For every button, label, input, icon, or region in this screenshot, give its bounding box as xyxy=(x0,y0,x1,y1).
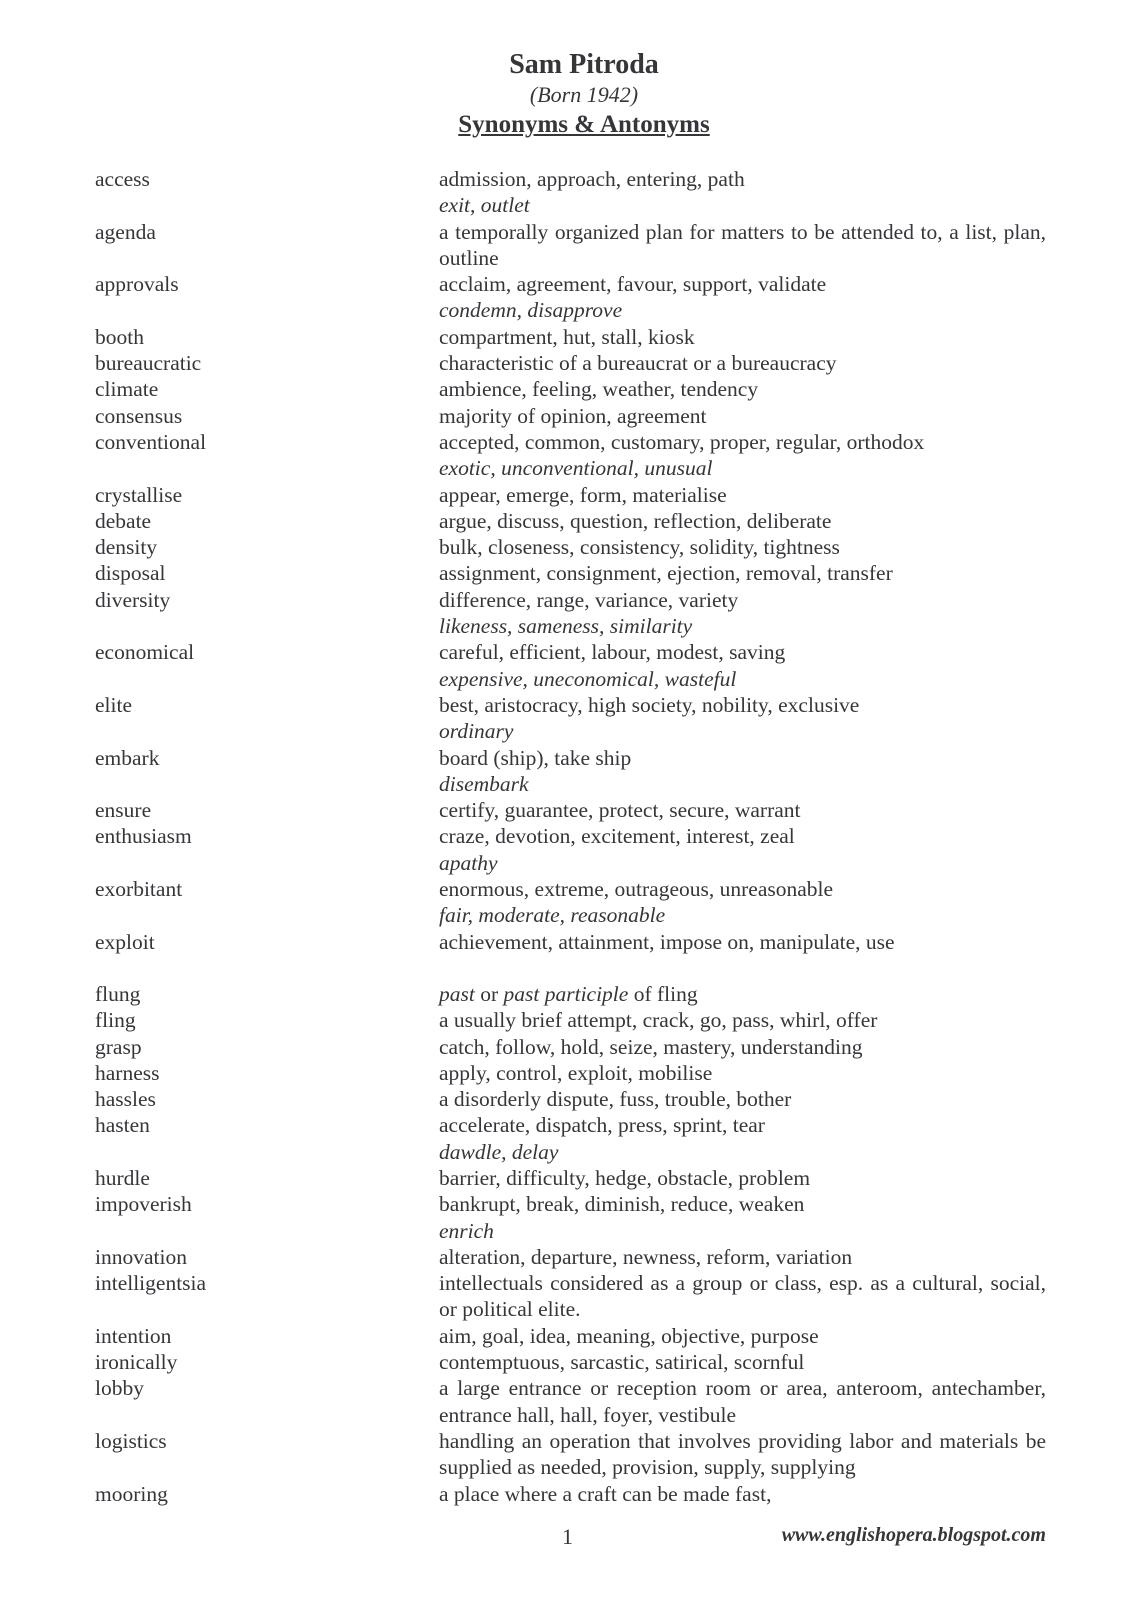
page-subtitle: (Born 1942) xyxy=(529,82,639,107)
synonyms: enormous, extreme, outrageous, unreasonable xyxy=(439,877,834,902)
vocab-definition xyxy=(439,1112,1046,1165)
antonyms: likeness, sameness, similarity xyxy=(439,614,693,639)
vocab-definition xyxy=(439,429,1046,482)
vocab-word: intelligentsia xyxy=(95,1271,207,1296)
vocab-entry xyxy=(95,350,1046,376)
page-title: Sam Pitroda xyxy=(509,49,659,80)
site-url: www.englishopera.blogspot.com xyxy=(781,1524,1046,1546)
vocab-definition xyxy=(439,1060,1046,1086)
antonyms: condemn, disapprove xyxy=(439,298,623,323)
vocab-definition xyxy=(439,1270,1046,1323)
vocab-definition xyxy=(439,981,1046,1007)
vocab-word: consensus xyxy=(95,403,183,428)
antonyms: disembark xyxy=(439,771,529,796)
vocab-word: debate xyxy=(95,508,152,533)
vocab-definition xyxy=(439,271,1046,324)
antonyms: dawdle, delay xyxy=(439,1139,559,1164)
vocab-definition xyxy=(439,692,1046,745)
vocab-entry xyxy=(95,376,1046,402)
vocab-entry xyxy=(95,403,1046,429)
vocab-word: bureaucratic xyxy=(95,351,202,376)
vocab-definition xyxy=(439,587,1046,640)
vocab-word: hassles xyxy=(95,1087,156,1112)
vocab-word: exploit xyxy=(95,929,155,954)
vocab-word: fling xyxy=(95,1008,136,1033)
vocab-definition xyxy=(439,823,1046,876)
vocab-word: climate xyxy=(95,377,159,402)
vocab-word: hasten xyxy=(95,1113,150,1138)
synonyms: difference, range, variance, variety xyxy=(439,587,739,612)
vocab-word: harness xyxy=(95,1060,160,1085)
vocab-definition xyxy=(439,482,1046,508)
vocab-entry xyxy=(95,587,1046,640)
synonyms: achievement, attainment, impose on, manipulate, use xyxy=(439,929,895,954)
synonyms xyxy=(439,981,1046,1007)
synonyms: acclaim, agreement, favour, support, validate xyxy=(439,272,827,297)
vocab-word: economical xyxy=(95,640,195,665)
synonyms: majority of opinion, agreement xyxy=(439,403,707,428)
vocab-definition xyxy=(439,324,1046,350)
vocab-definition xyxy=(439,797,1046,823)
antonyms: apathy xyxy=(439,850,498,875)
vocab-definition xyxy=(439,745,1046,798)
vocab-entry xyxy=(95,1428,1046,1481)
vocab-definition xyxy=(439,508,1046,534)
vocab-entry xyxy=(95,560,1046,586)
vocab-word: approvals xyxy=(95,272,179,297)
vocab-word: ensure xyxy=(95,798,152,823)
vocab-word: agenda xyxy=(95,219,156,244)
vocab-entry xyxy=(95,1481,1046,1507)
section-heading: Synonyms & Antonyms xyxy=(458,111,710,138)
vocab-word: innovation xyxy=(95,1244,187,1269)
vocab-definition xyxy=(439,1007,1046,1033)
vocab-entry xyxy=(95,482,1046,508)
synonyms: barrier, difficulty, hedge, obstacle, problem xyxy=(439,1165,811,1190)
synonyms: catch, follow, hold, seize, mastery, understanding xyxy=(439,1034,863,1059)
vocab-entry xyxy=(95,1112,1046,1165)
vocab-definition xyxy=(439,350,1046,376)
vocab-definition xyxy=(439,1481,1046,1507)
vocab-definition xyxy=(439,1349,1046,1375)
vocab-word: diversity xyxy=(95,587,171,612)
vocab-definition xyxy=(439,876,1046,929)
synonyms: compartment, hut, stall, kiosk xyxy=(439,324,695,349)
page-number: 1 xyxy=(562,1524,573,1549)
synonyms: contemptuous, sarcastic, satirical, scornful xyxy=(439,1350,805,1375)
vocab-word: ironically xyxy=(95,1350,178,1375)
synonyms: certify, guarantee, protect, secure, warrant xyxy=(439,798,801,823)
vocab-entry xyxy=(95,1060,1046,1086)
vocab-word: conventional xyxy=(95,429,207,454)
vocab-definition xyxy=(439,1086,1046,1112)
vocab-entry xyxy=(95,508,1046,534)
synonyms: intellectuals considered as a group or class, esp. as a cultural, social, or political elite. xyxy=(439,1271,1046,1322)
synonyms: ambience, feeling, weather, tendency xyxy=(439,377,759,402)
antonyms: expensive, uneconomical, wasteful xyxy=(439,666,737,691)
synonyms: a temporally organized plan for matters to be attended to, a list, plan, outline xyxy=(439,219,1046,270)
vocab-entry xyxy=(95,1191,1046,1244)
vocabulary-list xyxy=(95,166,1046,1507)
synonyms: appear, emerge, form, materialise xyxy=(439,482,727,507)
blank-line xyxy=(95,955,1046,981)
vocab-entry xyxy=(95,324,1046,350)
synonyms: characteristic of a bureaucrat or a bureaucracy xyxy=(439,351,837,376)
vocab-definition xyxy=(439,1034,1046,1060)
vocab-word: exorbitant xyxy=(95,877,183,902)
antonyms: exit, outlet xyxy=(439,193,530,218)
vocab-definition xyxy=(439,166,1046,219)
vocab-entry xyxy=(95,219,1046,272)
vocab-word: mooring xyxy=(95,1481,168,1506)
vocab-definition xyxy=(439,534,1046,560)
vocab-entry xyxy=(95,1034,1046,1060)
vocab-entry xyxy=(95,1349,1046,1375)
page-footer xyxy=(0,1524,1131,1554)
synonyms: aim, goal, idea, meaning, objective, purpose xyxy=(439,1323,819,1348)
vocab-definition xyxy=(439,1191,1046,1244)
vocab-word: density xyxy=(95,535,158,560)
connector-text: or xyxy=(474,981,504,1006)
vocab-entry xyxy=(95,1270,1046,1323)
antonyms: fair, moderate, reasonable xyxy=(439,903,666,928)
vocab-word: enthusiasm xyxy=(95,824,192,849)
vocab-entry xyxy=(95,929,1046,955)
vocab-word: hurdle xyxy=(95,1165,150,1190)
vocab-definition xyxy=(439,929,1046,955)
vocab-entry xyxy=(95,429,1046,482)
vocab-word: access xyxy=(95,167,150,191)
synonyms: craze, devotion, excitement, interest, zeal xyxy=(439,824,795,849)
vocab-entry xyxy=(95,1165,1046,1191)
vocab-word: intention xyxy=(95,1323,172,1348)
antonyms: enrich xyxy=(439,1218,494,1243)
vocab-entry xyxy=(95,1375,1046,1428)
vocab-definition xyxy=(439,1428,1046,1481)
vocab-definition xyxy=(439,560,1046,586)
vocab-definition xyxy=(439,376,1046,402)
synonyms: handling an operation that involves providing labor and materials be supplied as needed, provision, supply, supplying xyxy=(439,1428,1046,1480)
vocab-entry xyxy=(95,534,1046,560)
vocab-definition xyxy=(439,403,1046,429)
vocab-entry xyxy=(95,981,1046,1007)
grammar-term: past xyxy=(439,981,475,1006)
vocab-entry xyxy=(95,639,1046,692)
vocab-word: logistics xyxy=(95,1428,167,1453)
grammar-term: past participle xyxy=(503,981,629,1006)
synonyms: argue, discuss, question, reflection, deliberate xyxy=(439,508,832,533)
vocab-word: lobby xyxy=(95,1376,144,1401)
vocab-entry xyxy=(95,797,1046,823)
vocab-entry xyxy=(95,1007,1046,1033)
vocab-entry xyxy=(95,876,1046,929)
synonyms: accepted, common, customary, proper, regular, orthodox xyxy=(439,429,925,454)
vocab-word: impoverish xyxy=(95,1192,192,1217)
connector-text: of fling xyxy=(628,981,698,1006)
vocab-definition xyxy=(439,1375,1046,1428)
vocab-definition xyxy=(439,1244,1046,1270)
synonyms: assignment, consignment, ejection, removal, transfer xyxy=(439,561,893,586)
vocab-word: grasp xyxy=(95,1034,142,1059)
vocab-definition xyxy=(439,219,1046,272)
synonyms: a place where a craft can be made fast, xyxy=(439,1481,772,1506)
vocab-definition xyxy=(439,1165,1046,1191)
synonyms: admission, approach, entering, path xyxy=(439,167,745,191)
vocab-definition xyxy=(439,639,1046,692)
synonyms: alteration, departure, newness, reform, variation xyxy=(439,1244,853,1269)
synonyms: bankrupt, break, diminish, reduce, weaken xyxy=(439,1192,805,1217)
page-header xyxy=(0,48,1131,142)
synonyms: board (ship), take ship xyxy=(439,745,632,770)
vocab-word: flung xyxy=(95,981,141,1006)
vocab-entry xyxy=(95,823,1046,876)
antonyms: ordinary xyxy=(439,719,514,744)
vocab-entry xyxy=(95,1244,1046,1270)
synonyms: a usually brief attempt, crack, go, pass, whirl, offer xyxy=(439,1008,878,1033)
vocab-word: disposal xyxy=(95,561,166,586)
vocab-entry xyxy=(95,271,1046,324)
vocab-word: booth xyxy=(95,324,144,349)
vocab-definition xyxy=(439,1323,1046,1349)
vocab-entry xyxy=(95,1323,1046,1349)
vocab-entry xyxy=(95,692,1046,745)
antonyms: exotic, unconventional, unusual xyxy=(439,456,713,481)
synonyms: accelerate, dispatch, press, sprint, tear xyxy=(439,1113,765,1138)
synonyms: best, aristocracy, high society, nobility, exclusive xyxy=(439,692,860,717)
vocab-word: crystallise xyxy=(95,482,183,507)
synonyms: a large entrance or reception room or area, anteroom, antechamber, entrance hall, hall, foyer, vestibule xyxy=(439,1376,1046,1427)
vocab-entry xyxy=(95,745,1046,798)
vocab-word: embark xyxy=(95,745,160,770)
vocab-entry xyxy=(95,1086,1046,1112)
synonyms: bulk, closeness, consistency, solidity, tightness xyxy=(439,535,840,560)
synonyms: a disorderly dispute, fuss, trouble, bother xyxy=(439,1087,792,1112)
vocab-entry xyxy=(95,166,1046,219)
synonyms: careful, efficient, labour, modest, saving xyxy=(439,640,786,665)
vocab-word: elite xyxy=(95,692,133,717)
synonyms: apply, control, exploit, mobilise xyxy=(439,1060,713,1085)
